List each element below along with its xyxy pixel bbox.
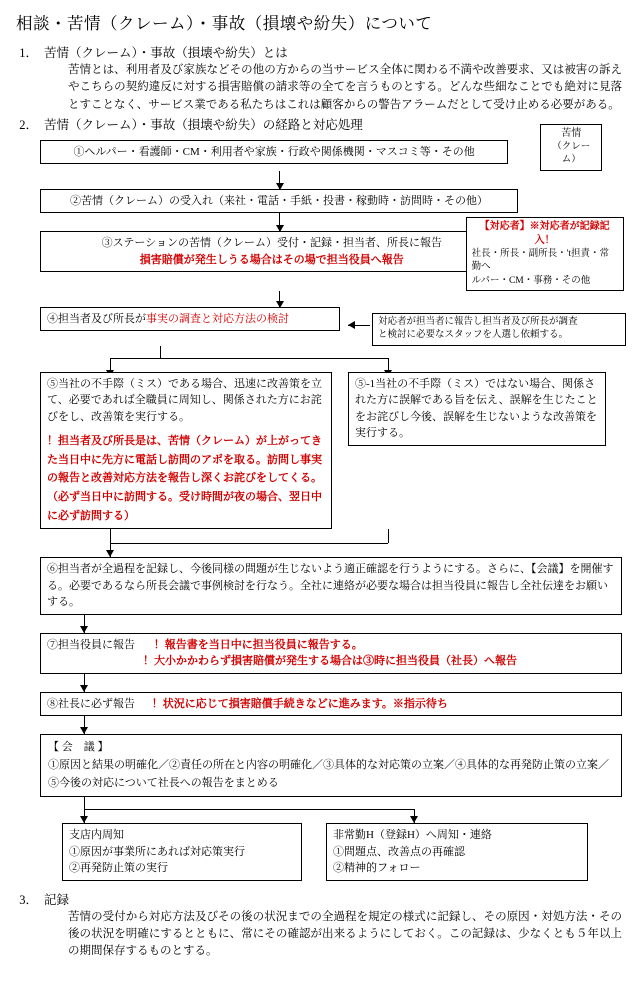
flow-row-step3 bbox=[14, 221, 626, 291]
section-1-heading bbox=[14, 44, 626, 62]
flow-step-7-label: ⑦担当役員に報告 bbox=[47, 638, 135, 651]
tag-complaint bbox=[540, 124, 602, 171]
merge-bar bbox=[110, 543, 388, 544]
merge-left-stem bbox=[110, 529, 111, 543]
flow-row-step5 bbox=[40, 372, 622, 530]
responder-note-line2: ルパー・CM・事務・その他 bbox=[471, 275, 591, 286]
section-3-heading bbox=[14, 891, 626, 909]
flow-step-5 bbox=[40, 372, 332, 530]
page-title: 相談・苦情（クレーム）・事故（損壊や紛失）について bbox=[16, 14, 433, 33]
section-3-number: 3． bbox=[19, 892, 38, 907]
flow-step-5b: ⑤-1当社の不手際（ミス）ではない場合、関係された方に誤解である旨を伝え、誤解を生じたことをお詫びし今後、誤解を生じないような改善策を実行する。 bbox=[348, 372, 606, 446]
arrow-8-to-meeting-head bbox=[80, 727, 88, 734]
section-3-body: 苦情の受付から対応方法及びその後の状況までの全過程を規定の様式に記録し、その原因・対処方法・その後の状況を明確にするとともに、常にその確認が出来るようにしておく。この記録は、少なくとも５年以上の期間保存するものとする。 bbox=[68, 910, 622, 958]
flow-bottom-lane bbox=[40, 823, 622, 881]
branch-right-item1: ①問題点、改善点の再確認 bbox=[333, 845, 465, 858]
meeting-split-connectors bbox=[40, 797, 622, 823]
meeting-title: 【 会 議 】 bbox=[48, 741, 109, 754]
flow-chart bbox=[14, 127, 626, 881]
flow-step-7-red1: ！報告書を当日中に担当役員に報告する。 bbox=[153, 638, 363, 651]
branch-bar bbox=[110, 358, 388, 359]
flow-step-3-line1: ③ステーションの苦情（クレーム）受付・記録・担当者、所長に報告 bbox=[101, 237, 442, 250]
arrow-2-to-3 bbox=[279, 213, 280, 231]
branch-right-item2: ②精神的フォロー bbox=[333, 862, 421, 875]
meeting-box bbox=[40, 734, 622, 797]
flow-step-6: ⑥担当者が全過程を記録し、今後同様の問題が生じないよう適正確認を行うようにする。さらに、【会議】を開催する。必要であるなら所長会議で事例検討を行なう。全社に連絡が必要な場合は担当役員に報告し全社伝達をお願いする。 bbox=[40, 557, 622, 615]
flow-row-step6 bbox=[40, 557, 622, 880]
flow-step-8-label: ⑧社長に必ず報告 bbox=[47, 697, 135, 710]
section-1-heading-text: 苦情（クレーム）・事故（損壊や紛失）とは bbox=[44, 45, 288, 60]
flow-step-8-red: ！状況に応じて損害賠償手続きなどに進みます。※指示待ち bbox=[151, 697, 448, 710]
responder-note-line1: 社長・所長・副所長・'t担責・常勤へ bbox=[471, 249, 609, 273]
flow-step-3-line2: 損害賠償が発生しうる場合はその場で担当役員へ報告 bbox=[139, 253, 404, 266]
flow-row-step4 bbox=[14, 307, 626, 346]
split-left-arrowhead bbox=[80, 816, 88, 823]
arrow-3-to-4 bbox=[279, 291, 280, 307]
flow-step-5-body: ⑤当社の不手際（ミス）である場合、迅速に改善策を立て、必要であれば全職員に周知し、関係された方にお詫びをし、改善策を実行する。 bbox=[47, 377, 322, 423]
section-3-heading-text: 記録 bbox=[44, 892, 70, 907]
flow-row-step1 bbox=[14, 127, 626, 171]
branch-connectors-step5 bbox=[40, 346, 622, 372]
section-2-heading-text: 苦情（クレーム）・事故（損壊や紛失）の経路と対応処理 bbox=[44, 117, 363, 132]
responder-note-title: 【対応者】※対応者が記録記入！ bbox=[479, 221, 610, 247]
section-2-number: 2． bbox=[19, 117, 38, 132]
branch-left-title: 支店内周知 bbox=[69, 829, 124, 842]
section-1-number: 1． bbox=[19, 45, 38, 60]
merge-right-stem bbox=[388, 529, 389, 543]
arrow-1-to-2 bbox=[279, 171, 280, 189]
investigation-note bbox=[372, 313, 626, 346]
section-3 bbox=[14, 891, 626, 961]
arrow-6-to-7-head bbox=[80, 626, 88, 633]
merge-connectors-step6 bbox=[40, 529, 622, 557]
tag-complaint-line2: （クレーム） bbox=[552, 141, 591, 166]
branch-right-title: 非常勤H（登録H）へ周知・連絡 bbox=[333, 829, 492, 842]
split-bar bbox=[84, 809, 414, 810]
flow-step-7-row1 bbox=[47, 637, 615, 654]
branch-left-box bbox=[62, 823, 302, 881]
flow-step-2: ②苦情（クレーム）の受入れ（来社・電話・手紙・投書・稼動時・訪問時・その他） bbox=[40, 189, 518, 214]
tag-complaint-line1: 苦情 bbox=[561, 127, 582, 139]
flow-step-4: ④担当者及び所長が事実の調査と対応方法の検討 bbox=[40, 307, 340, 332]
investigation-note-line1: 対応者が担当者に報告し担当者及び所長が調査 bbox=[378, 316, 578, 327]
section-1-body: 苦情とは、利用者及び家族などその他の方からの当サービス全体に関わる不満や改善要求、又は被害の訴えやこちらの契約違反に対する損害賠償の請求等の全てを言うものとする。どんな些細なことでも絶対に見落とすことなく、サービス業である私たちはこれは顧客からの警告アラームだとして受け止める必要がある。 bbox=[68, 64, 622, 111]
flow-step-3 bbox=[40, 231, 504, 272]
section-1 bbox=[14, 44, 626, 114]
flow-step-7-red2: ！大小かかわらず損害賠償が発生する場合は③時に担当役員（社長）へ報告 bbox=[143, 655, 517, 668]
branch-stem bbox=[160, 346, 161, 358]
meeting-body: ①原因と結果の明確化／②責任の所在と内容の明確化／③具体的な対応策の立案／④具体的な再発防止策の立案／⑤今後の対応について社長への報告をまとめる bbox=[48, 759, 609, 789]
branch-right-box bbox=[326, 823, 588, 881]
branch-left-item1: ①原因が事業所にあれば対応策実行 bbox=[69, 845, 245, 858]
arrow-7-to-8-head bbox=[80, 685, 88, 692]
merge-arrowhead bbox=[106, 550, 114, 557]
split-right-arrowhead bbox=[410, 816, 418, 823]
investigation-note-line2: と検討に必要なスタッフを人選し依頼する。 bbox=[378, 330, 569, 341]
flow-step-4-emphasis: 事実の調査と対応方法の検討 bbox=[146, 312, 289, 325]
flow-step-7 bbox=[40, 633, 622, 674]
flow-step-1: ①ヘルパー・看護師・CM・利用者や家族・行政や関係機関・マスコミ等・その他 bbox=[40, 140, 508, 165]
flow-step-5-red-note: ！担当者及び所長是は、苦情（クレーム）が上がってきた当日中に先方に電話し訪問のアポを取る。訪問し事実の報告と改善対応方法を報告し深くお詫びをしてくる。（必ず当日中に訪問する。受け時間が夜の場合、翌日中に必ず訪問する） bbox=[47, 435, 322, 522]
responder-note bbox=[466, 217, 624, 291]
flow-step-8 bbox=[40, 692, 622, 717]
branch-left-item2: ②再発防止策の実行 bbox=[69, 862, 168, 875]
split-stem bbox=[84, 797, 85, 809]
connector-note-to-step4 bbox=[348, 325, 370, 326]
